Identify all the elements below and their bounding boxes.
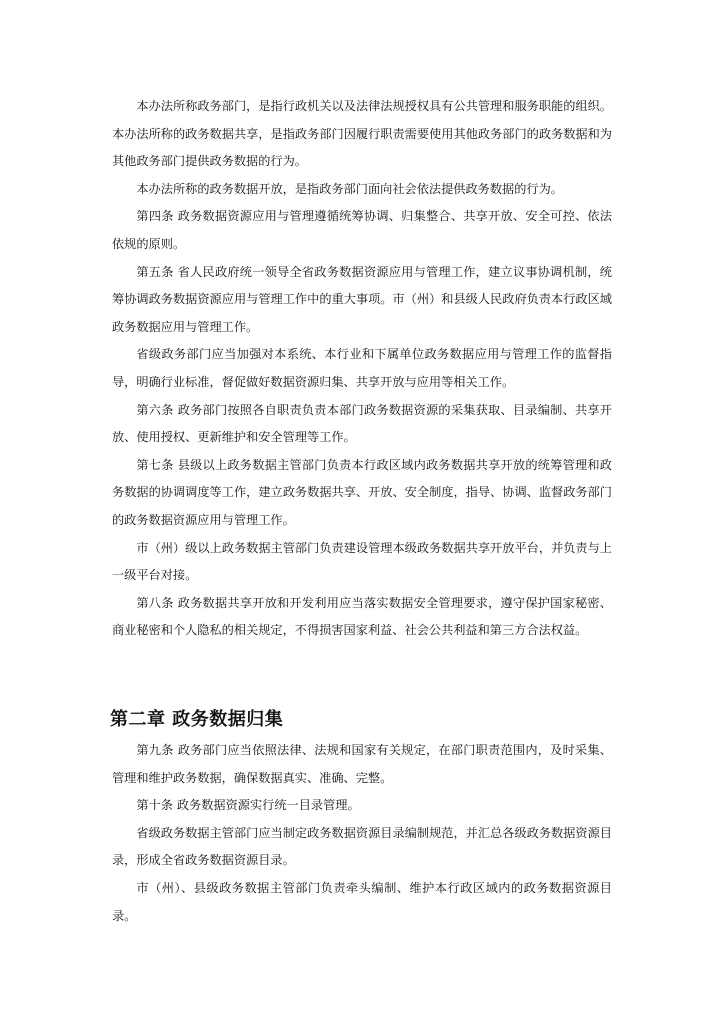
body-text-section-1 bbox=[112, 93, 612, 645]
paragraph-article-10: 第十条 政务数据资源实行统一目录管理。 bbox=[136, 798, 360, 813]
paragraph-definition-opening: 本办法所称的政务数据开放，是指政务部门面向社会依法提供政务数据的行为。 bbox=[136, 181, 563, 196]
paragraph-article-7: 第七条 县级以上政务数据主管部门负责本行政区域内政务数据共享开放的统筹管理和政务数据的协调调度等工作，建立政务数据共享、开放、安全制度，指导、协调、监督政务部门的政务数据资源应用与管理工作。 bbox=[112, 457, 612, 527]
paragraph-article-4: 第四条 政务数据资源应用与管理遵循统筹协调、归集整合、共享开放、安全可控、依法依规的原则。 bbox=[112, 209, 612, 251]
paragraph-article-5-provincial: 省级政务部门应当加强对本系统、本行业和下属单位政务数据应用与管理工作的监督指导，明确行业标准，督促做好数据资源归集、共享开放与应用等相关工作。 bbox=[112, 347, 612, 389]
paragraph-article-9: 第九条 政务部门应当依照法律、法规和国家有关规定，在部门职责范围内，及时采集、管理和维护政务数据，确保数据真实、准确、完整。 bbox=[112, 743, 612, 785]
paragraph-article-10-local: 市（州）、县级政务数据主管部门负责牵头编制、维护本行政区域内的政务数据资源目录。 bbox=[112, 880, 612, 923]
paragraph-definition-department: 本办法所称政务部门，是指行政机关以及法律法规授权具有公共管理和服务职能的组织。本办法所称的政务数据共享，是指政务部门因履行职责需要使用其他政务部门的政务数据和为其他政务部门提供政务数据的行为。 bbox=[112, 99, 612, 169]
paragraph-article-6: 第六条 政务部门按照各自职责负责本部门政务数据资源的采集获取、目录编制、共享开放、使用授权、更新维护和安全管理等工作。 bbox=[112, 402, 612, 445]
paragraph-article-10-provincial: 省级政务数据主管部门应当制定政务数据资源目录编制规范，并汇总各级政务数据资源目录，形成全省政务数据资源目录。 bbox=[112, 825, 612, 868]
paragraph-article-7-platform: 市（州）级以上政务数据主管部门负责建设管理本级政务数据共享开放平台，并负责与上一级平台对接。 bbox=[112, 540, 612, 583]
paragraph-article-5: 第五条 省人民政府统一领导全省政务数据资源应用与管理工作，建立议事协调机制，统筹协调政务数据资源应用与管理工作中的重大事项。市（州）和县级人民政府负责本行政区域政务数据应用与管理工作。 bbox=[112, 264, 612, 334]
chapter-heading: 第二章 政务数据归集 bbox=[110, 709, 284, 730]
body-text-section-2 bbox=[112, 737, 612, 930]
paragraph-article-8: 第八条 政务数据共享开放和开发利用应当落实数据安全管理要求，遵守保护国家秘密、商业秘密和个人隐私的相关规定，不得损害国家利益、社会公共利益和第三方合法权益。 bbox=[112, 595, 612, 638]
